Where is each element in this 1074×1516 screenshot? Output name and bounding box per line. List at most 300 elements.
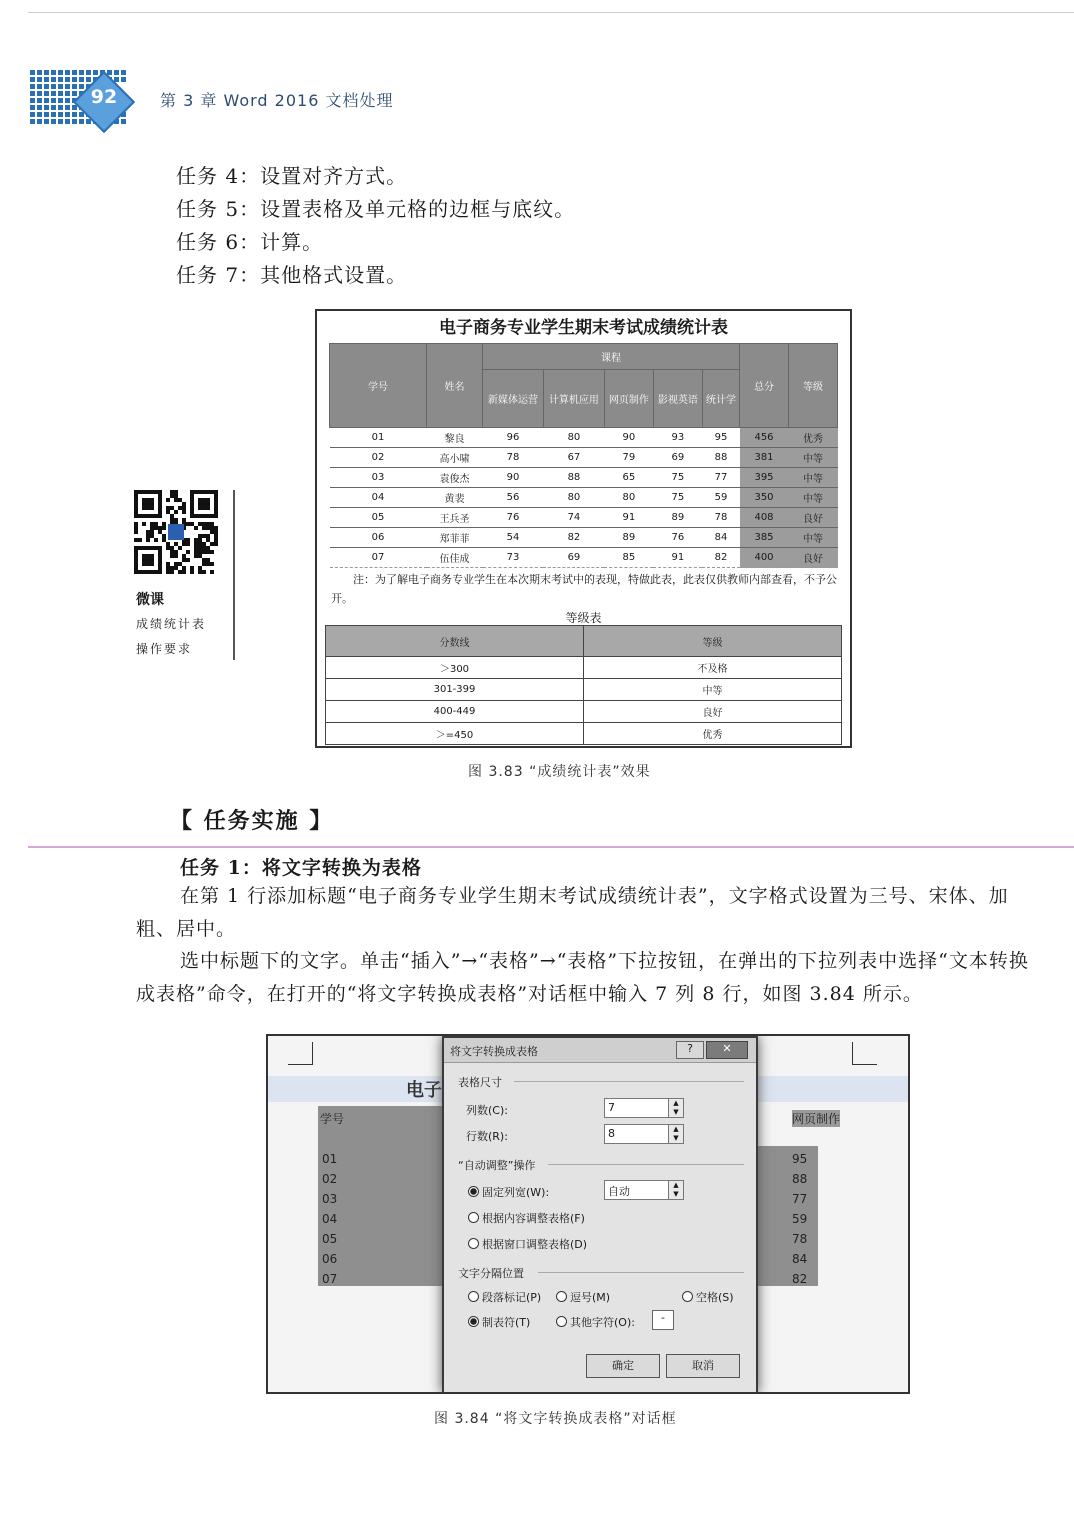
qr-module (146, 530, 150, 534)
levels-cell: ＞=450 (326, 723, 584, 745)
qr-module (214, 534, 218, 538)
levels-header-grade: 等级 (584, 626, 842, 657)
header-course-3: 网页制作 (604, 370, 653, 428)
qr-module (202, 542, 206, 546)
qr-module (162, 526, 166, 530)
page-number: 92 (90, 86, 118, 108)
paragraph-1: 在第 1 行添加标题“电子商务专业学生期末考试成绩统计表”，文字格式设置为三号、宋体、加粗、居中。 (136, 885, 1009, 940)
fixed-width-stepper[interactable]: ▲ ▼ (668, 1180, 684, 1200)
grade-cell: 03 (330, 468, 427, 488)
fixed-width-radio[interactable] (468, 1184, 549, 1200)
grade-row (330, 448, 838, 468)
header-dot (65, 98, 70, 103)
header-dot (65, 70, 70, 75)
qr-module (206, 562, 210, 566)
sep-space-radio[interactable] (682, 1289, 734, 1305)
qr-module (178, 498, 182, 502)
fit-window-radio[interactable] (468, 1236, 587, 1252)
qr-module (182, 558, 186, 562)
header-dot (44, 91, 49, 96)
side-note-title: 微课 (136, 592, 164, 608)
qr-module (186, 538, 190, 542)
grade-cell: 88 (702, 448, 739, 468)
header-dot (65, 84, 70, 89)
qr-module (198, 542, 202, 546)
qr-module (166, 506, 170, 510)
qr-module (170, 518, 174, 522)
header-dot (121, 119, 126, 124)
fixed-width-label: 固定列宽(W): (482, 1186, 550, 1199)
levels-cell: 中等 (584, 679, 842, 701)
qr-module (202, 522, 206, 526)
qr-module (174, 518, 178, 522)
qr-module (202, 558, 206, 562)
qr-module (134, 522, 138, 526)
header-dot (30, 98, 35, 103)
figure-caption-3-84: 图 3.84 “将文字转换成表格”对话框 (434, 1411, 677, 1427)
header-dot (121, 70, 126, 75)
header-dot (51, 98, 56, 103)
header-dot (58, 98, 63, 103)
doc-header-id: 学号 (320, 1112, 345, 1126)
levels-row (326, 701, 842, 723)
grade-row (330, 468, 838, 488)
header-dot (58, 77, 63, 82)
header-dot (51, 112, 56, 117)
header-dot (51, 105, 56, 110)
qr-module (186, 542, 190, 546)
doc-value-cell: 59 (792, 1212, 808, 1226)
doc-id-cell: 06 (322, 1252, 338, 1266)
header-grade: 等级 (789, 344, 838, 428)
top-rule (28, 12, 1074, 13)
fit-window-label: 根据窗口调整表格(D) (482, 1238, 588, 1251)
qr-module (158, 526, 162, 530)
header-dot (44, 119, 49, 124)
qr-module (206, 546, 210, 550)
grade-cell: 袁俊杰 (427, 468, 483, 488)
qr-module (150, 522, 154, 526)
qr-module (178, 506, 182, 510)
header-dot (37, 70, 42, 75)
qr-module (190, 570, 194, 574)
qr-module (186, 550, 190, 554)
ok-button[interactable]: 确定 (586, 1354, 660, 1378)
qr-module (170, 570, 174, 574)
sep-other-radio[interactable] (556, 1314, 635, 1330)
doc-value-cell: 95 (792, 1152, 808, 1166)
grade-cell: 75 (653, 488, 702, 508)
doc-header-web: 网页制作 (792, 1112, 841, 1126)
qr-module (174, 562, 178, 566)
qr-module (194, 542, 198, 546)
task-6: 任务 6：计算。 (176, 230, 324, 254)
grade-cell: 65 (604, 468, 653, 488)
qr-module (210, 570, 214, 574)
header-dot (51, 84, 56, 89)
levels-header-score: 分数线 (326, 626, 584, 657)
header-dot (44, 77, 49, 82)
levels-row (326, 657, 842, 679)
header-dot (30, 77, 35, 82)
doc-title-fragment: 电子 (406, 1080, 442, 1101)
qr-module (214, 530, 218, 534)
grade-cell: 伍佳成 (427, 548, 483, 568)
qr-module (166, 562, 170, 566)
grade-cell: 69 (653, 448, 702, 468)
doc-value-cell: 77 (792, 1192, 808, 1206)
qr-module (174, 550, 178, 554)
grade-cell: 82 (543, 528, 604, 548)
qr-module (158, 530, 162, 534)
qr-module (174, 494, 178, 498)
close-button[interactable]: ✕ (706, 1041, 748, 1059)
grade-cell: 95 (702, 428, 739, 448)
qr-module (210, 522, 214, 526)
qr-module (206, 550, 210, 554)
grade-cell: 89 (604, 528, 653, 548)
separator-group-label: 文字分隔位置 (458, 1267, 524, 1280)
qr-module (162, 522, 166, 526)
header-dot (79, 119, 84, 124)
chapter-title: 第 3 章 Word 2016 文档处理 (160, 91, 394, 110)
grade-row (330, 428, 838, 448)
header-dot (30, 70, 35, 75)
grade-cell: 456 (740, 428, 789, 448)
grade-cell: 中等 (789, 528, 838, 548)
doc-id-cell: 04 (322, 1212, 338, 1226)
header-course-5: 统计学 (702, 370, 739, 428)
qr-module (198, 534, 202, 538)
qr-module (146, 534, 150, 538)
sep-paragraph-label: 段落标记(P) (482, 1291, 542, 1304)
table-note: 注：为了解电子商务专业学生在本次期末考试中的表现，特做此表，此表仅供教师内部查看，不予公开。 (331, 573, 837, 605)
levels-cell: ＞300 (326, 657, 584, 679)
qr-module (154, 522, 158, 526)
qr-module (186, 522, 190, 526)
side-note-line2: 操作要求 (136, 642, 193, 656)
side-note-rule (233, 490, 235, 660)
grade-cell: 381 (740, 448, 789, 468)
header-dot (72, 91, 77, 96)
header-course-1: 新媒体运营 (483, 370, 544, 428)
header-dot (58, 112, 63, 117)
header-dot (65, 91, 70, 96)
qr-module (198, 538, 202, 542)
rows-label: 行数(R): (466, 1130, 508, 1143)
cols-stepper[interactable]: ▲ ▼ (668, 1098, 684, 1118)
grade-cell: 郑菲菲 (427, 528, 483, 548)
qr-module (166, 498, 170, 502)
corner-mark-left (288, 1042, 313, 1065)
header-dot (121, 77, 126, 82)
qr-module (170, 554, 174, 558)
sep-comma-radio[interactable] (556, 1289, 610, 1305)
grade-cell: 高小啸 (427, 448, 483, 468)
qr-module (210, 526, 214, 530)
fit-content-radio[interactable] (468, 1210, 585, 1226)
header-dot (37, 119, 42, 124)
qr-module (134, 526, 138, 530)
qr-module (174, 542, 178, 546)
qr-module (198, 550, 202, 554)
grade-cell: 88 (543, 468, 604, 488)
sep-comma-label: 逗号(M) (570, 1291, 611, 1304)
qr-module (198, 554, 202, 558)
qr-module (214, 526, 218, 530)
doc-value-cell: 82 (792, 1272, 808, 1286)
qr-module (142, 522, 146, 526)
doc-table-right (754, 1146, 818, 1286)
qr-module (170, 546, 174, 550)
header-dot (65, 105, 70, 110)
qr-module (166, 546, 170, 550)
header-dot (51, 77, 56, 82)
qr-module (174, 566, 178, 570)
qr-module (202, 562, 206, 566)
group-divider (514, 1081, 744, 1082)
header-dot (79, 77, 84, 82)
cols-value: 7 (608, 1101, 615, 1114)
doc-id-cell: 07 (322, 1272, 338, 1286)
header-dot (44, 98, 49, 103)
qr-module (146, 538, 150, 542)
grade-cell: 07 (330, 548, 427, 568)
header-dot (65, 112, 70, 117)
cancel-button[interactable]: 取消 (666, 1354, 740, 1378)
grade-cell: 59 (702, 488, 739, 508)
header-dot (114, 70, 119, 75)
qr-module (194, 538, 198, 542)
qr-module (210, 550, 214, 554)
other-char-input[interactable]: - (652, 1310, 674, 1330)
grade-row (330, 548, 838, 568)
section-rule (28, 846, 1074, 848)
grade-cell: 中等 (789, 448, 838, 468)
qr-module (206, 522, 210, 526)
qr-module (206, 534, 210, 538)
autofit-group-label: “自动调整”操作 (458, 1159, 536, 1172)
grade-cell: 82 (702, 548, 739, 568)
convert-text-to-table-dialog (442, 1036, 758, 1394)
grade-cell: 04 (330, 488, 427, 508)
grade-cell: 385 (740, 528, 789, 548)
header-dot (51, 70, 56, 75)
qr-module (170, 490, 174, 494)
header-dot (37, 77, 42, 82)
qr-module (142, 498, 154, 510)
grade-cell: 96 (483, 428, 544, 448)
qr-module (168, 524, 184, 540)
header-dot (37, 91, 42, 96)
grade-cell: 74 (543, 508, 604, 528)
grade-cell: 75 (653, 468, 702, 488)
task-1-heading: 任务 1：将文字转换为表格 (180, 857, 422, 879)
qr-module (178, 546, 182, 550)
header-dot (37, 84, 42, 89)
grade-cell: 400 (740, 548, 789, 568)
header-dot (30, 84, 35, 89)
figure-convert-dialog (266, 1034, 910, 1394)
grade-cell: 84 (702, 528, 739, 548)
header-dot (51, 119, 56, 124)
grade-cell: 02 (330, 448, 427, 468)
header-dot (58, 84, 63, 89)
grade-cell: 89 (653, 508, 702, 528)
grade-cell: 90 (483, 468, 544, 488)
qr-module (170, 566, 174, 570)
qr-module (206, 538, 210, 542)
qr-module (182, 510, 186, 514)
header-dot (58, 105, 63, 110)
grade-cell: 76 (653, 528, 702, 548)
header-dot (44, 84, 49, 89)
side-note-line1: 成绩统计表 (136, 617, 207, 631)
header-dot (86, 70, 91, 75)
grade-cell: 中等 (789, 488, 838, 508)
grade-table (329, 343, 838, 568)
task-4: 任务 4：设置对齐方式。 (176, 164, 408, 188)
grade-cell: 408 (740, 508, 789, 528)
grade-cell: 78 (483, 448, 544, 468)
levels-table (325, 625, 842, 745)
grade-cell: 76 (483, 508, 544, 528)
task-5: 任务 5：设置表格及单元格的边框与底纹。 (176, 197, 576, 221)
qr-module (202, 546, 206, 550)
levels-title: 等级表 (565, 611, 602, 625)
header-dot (72, 77, 77, 82)
qr-module (194, 526, 198, 530)
header-dot (86, 77, 91, 82)
sep-space-label: 空格(S) (696, 1291, 734, 1304)
grade-cell: 80 (543, 428, 604, 448)
header-dot (37, 98, 42, 103)
grade-cell: 良好 (789, 548, 838, 568)
header-dot (72, 84, 77, 89)
qr-module (210, 562, 214, 566)
rows-value: 8 (608, 1127, 615, 1140)
help-button[interactable]: ? (676, 1041, 704, 1059)
header-dot (30, 91, 35, 96)
task-7: 任务 7：其他格式设置。 (176, 263, 408, 287)
qr-module (210, 542, 214, 546)
qr-module (174, 554, 178, 558)
figure-grade-table (315, 309, 852, 748)
grade-cell: 王兵圣 (427, 508, 483, 528)
qr-module (166, 510, 170, 514)
header-course-2: 计算机应用 (543, 370, 604, 428)
grade-cell: 73 (483, 548, 544, 568)
qr-module (194, 550, 198, 554)
header-dot (44, 105, 49, 110)
header-dot (44, 70, 49, 75)
qr-module (170, 514, 174, 518)
qr-module (174, 498, 178, 502)
qr-module (150, 526, 154, 530)
dialog-title: 将文字转换成表格 (450, 1045, 538, 1058)
header-dot (65, 77, 70, 82)
grade-cell: 06 (330, 528, 427, 548)
qr-module (166, 570, 170, 574)
table-title: 电子商务专业学生期末考试成绩统计表 (439, 318, 728, 338)
doc-value-cell: 84 (792, 1252, 808, 1266)
sep-paragraph-radio[interactable] (468, 1289, 541, 1305)
qr-module (214, 542, 218, 546)
grade-cell: 91 (653, 548, 702, 568)
grade-cell: 黎良 (427, 428, 483, 448)
group-divider (538, 1272, 744, 1273)
qr-module (170, 494, 174, 498)
qr-module (174, 510, 178, 514)
doc-value-cell: 88 (792, 1172, 808, 1186)
doc-id-cell: 03 (322, 1192, 338, 1206)
rows-stepper[interactable]: ▲ ▼ (668, 1124, 684, 1144)
grade-cell: 优秀 (789, 428, 838, 448)
paragraph-2: 选中标题下的文字。单击“插入”→“表格”→“表格”下拉按钮，在弹出的下拉列表中选择“文本转换成表格”命令，在打开的“将文字转换成表格”对话框中输入 7 列 8 行，如图 3.84 所示。 (136, 950, 1029, 1005)
grade-cell: 80 (604, 488, 653, 508)
corner-mark-right (852, 1042, 877, 1065)
header-id: 学号 (330, 344, 427, 428)
qr-module (162, 538, 166, 542)
header-course: 课程 (483, 344, 740, 370)
header-total: 总分 (740, 344, 789, 428)
header-dot (58, 119, 63, 124)
qr-module (174, 490, 178, 494)
qr-module (202, 526, 206, 530)
header-dot (37, 112, 42, 117)
grade-cell: 05 (330, 508, 427, 528)
levels-cell: 301-399 (326, 679, 584, 701)
grade-row (330, 528, 838, 548)
qr-module (182, 502, 186, 506)
header-dot (30, 112, 35, 117)
sep-other-label: 其他字符(O): (570, 1316, 635, 1329)
grade-cell: 56 (483, 488, 544, 508)
qr-module (154, 538, 158, 542)
grade-cell: 中等 (789, 468, 838, 488)
qr-module (182, 566, 186, 570)
header-dot (65, 119, 70, 124)
sep-tab-radio[interactable] (468, 1314, 530, 1330)
qr-module (198, 546, 202, 550)
cols-label: 列数(C): (466, 1104, 508, 1117)
group-divider (548, 1164, 744, 1165)
grade-cell: 01 (330, 428, 427, 448)
header-dot (58, 70, 63, 75)
qr-module (198, 498, 210, 510)
header-dot (72, 70, 77, 75)
qr-module (134, 530, 138, 534)
qr-module (182, 554, 186, 558)
qr-module (206, 526, 210, 530)
size-group-label: 表格尺寸 (458, 1076, 502, 1089)
levels-row (326, 679, 842, 701)
qr-module (202, 534, 206, 538)
qr-module (202, 550, 206, 554)
qr-module (154, 526, 158, 530)
qr-module (194, 546, 198, 550)
qr-module (182, 570, 186, 574)
qr-module (178, 570, 182, 574)
qr-module (214, 538, 218, 542)
doc-value-cell: 78 (792, 1232, 808, 1246)
grade-cell: 良好 (789, 508, 838, 528)
levels-cell: 良好 (584, 701, 842, 723)
header-dot (51, 91, 56, 96)
grade-row (330, 508, 838, 528)
section-title: 【 任务实施 】 (170, 808, 334, 834)
qr-module (178, 562, 182, 566)
